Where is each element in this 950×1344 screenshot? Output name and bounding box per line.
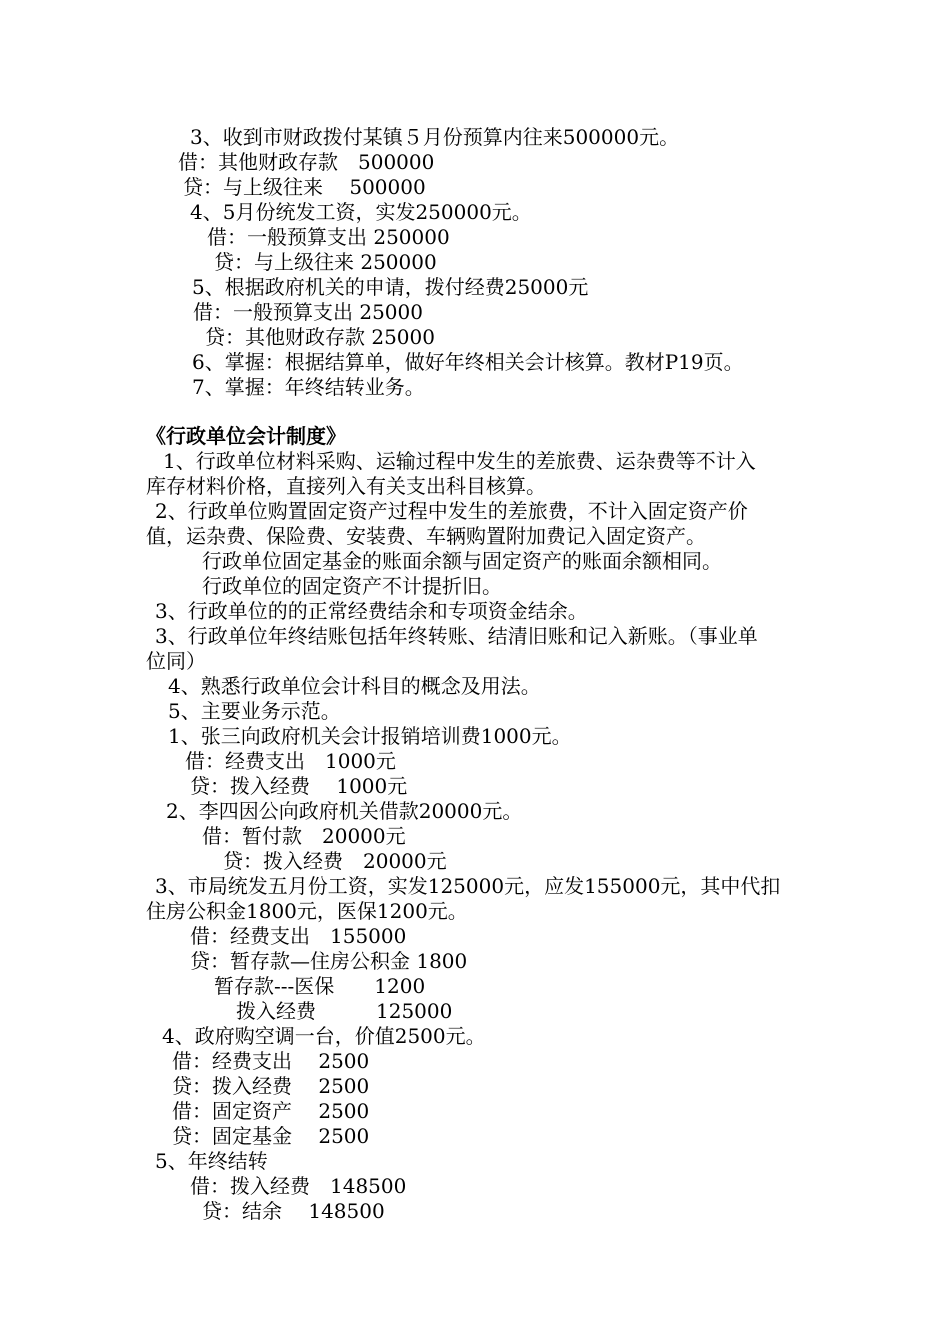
text-line: 5、主要业务示范。: [168, 699, 341, 723]
text-line: 4、5月份统发工资，实发250000元。: [190, 200, 532, 224]
text-line: 贷：拨入经费 1000元: [190, 774, 408, 798]
text-line: 拨入经费 125000: [236, 999, 453, 1023]
text-line: 6、掌握：根据结算单，做好年终相关会计核算。教材P19页。: [192, 350, 744, 374]
text-line: 贷：与上级往来 250000: [214, 250, 437, 274]
text-line: 住房公积金1800元，医保1200元。: [146, 899, 468, 923]
text-line: 贷：拨入经费 2500: [172, 1074, 370, 1098]
text-line: 1、行政单位材料采购、运输过程中发生的差旅费、运杂费等不计入: [163, 449, 756, 473]
text-line: 库存材料价格，直接列入有关支出科目核算。: [146, 474, 546, 498]
text-line: 暂存款---医保 1200: [214, 974, 426, 998]
text-line: 2、行政单位购置固定资产过程中发生的差旅费，不计入固定资产价: [155, 499, 748, 523]
text-line: 4、政府购空调一台，价值2500元。: [162, 1024, 486, 1048]
text-line: 3、收到市财政拨付某镇５月份预算内往来500000元。: [190, 125, 680, 149]
text-line: 贷：固定基金 2500: [172, 1124, 370, 1148]
text-line: 贷：其他财政存款 25000: [205, 325, 435, 349]
text-line: 借：经费支出 1000元: [185, 749, 396, 773]
text-line: 借：固定资产 2500: [172, 1099, 370, 1123]
text-line: 贷：拨入经费 20000元: [223, 849, 447, 873]
text-line: 借：暂付款 20000元: [202, 824, 406, 848]
text-line: 值，运杂费、保险费、安装费、车辆购置附加费记入固定资产。: [146, 524, 706, 548]
text-line: 借：一般预算支出 25000: [193, 300, 423, 324]
section-title: 《行政单位会计制度》: [146, 424, 346, 448]
text-line: 行政单位固定基金的账面余额与固定资产的账面余额相同。: [202, 549, 722, 573]
text-line: 7、掌握：年终结转业务。: [192, 375, 425, 399]
text-line: 贷：与上级往来 500000: [183, 175, 426, 199]
text-line: 3、行政单位的的正常经费结余和专项资金结余。: [155, 599, 588, 623]
text-line: 1、张三向政府机关会计报销培训费1000元。: [168, 724, 572, 748]
text-line: 借：一般预算支出 250000: [207, 225, 450, 249]
text-line: 借：经费支出 2500: [172, 1049, 370, 1073]
text-line: 贷：暂存款—住房公积金 1800: [190, 949, 468, 973]
text-line: 贷：结余 148500: [202, 1199, 385, 1223]
text-line: 借：拨入经费 148500: [190, 1174, 407, 1198]
text-line: 5、根据政府机关的申请，拨付经费25000元: [192, 275, 589, 299]
text-line: 2、李四因公向政府机关借款20000元。: [166, 799, 523, 823]
text-line: 4、熟悉行政单位会计科目的概念及用法。: [168, 674, 541, 698]
text-line: 借：经费支出 155000: [190, 924, 407, 948]
text-line: 3、市局统发五月份工资，实发125000元，应发155000元，其中代扣: [155, 874, 781, 898]
text-line: 位同）: [146, 649, 206, 673]
text-line: 借：其他财政存款 500000: [178, 150, 435, 174]
text-line: 5、年终结转: [155, 1149, 268, 1173]
text-line: 行政单位的固定资产不计提折旧。: [202, 574, 502, 598]
text-line: 3、行政单位年终结账包括年终转账、结清旧账和记入新账。（事业单: [155, 624, 758, 648]
